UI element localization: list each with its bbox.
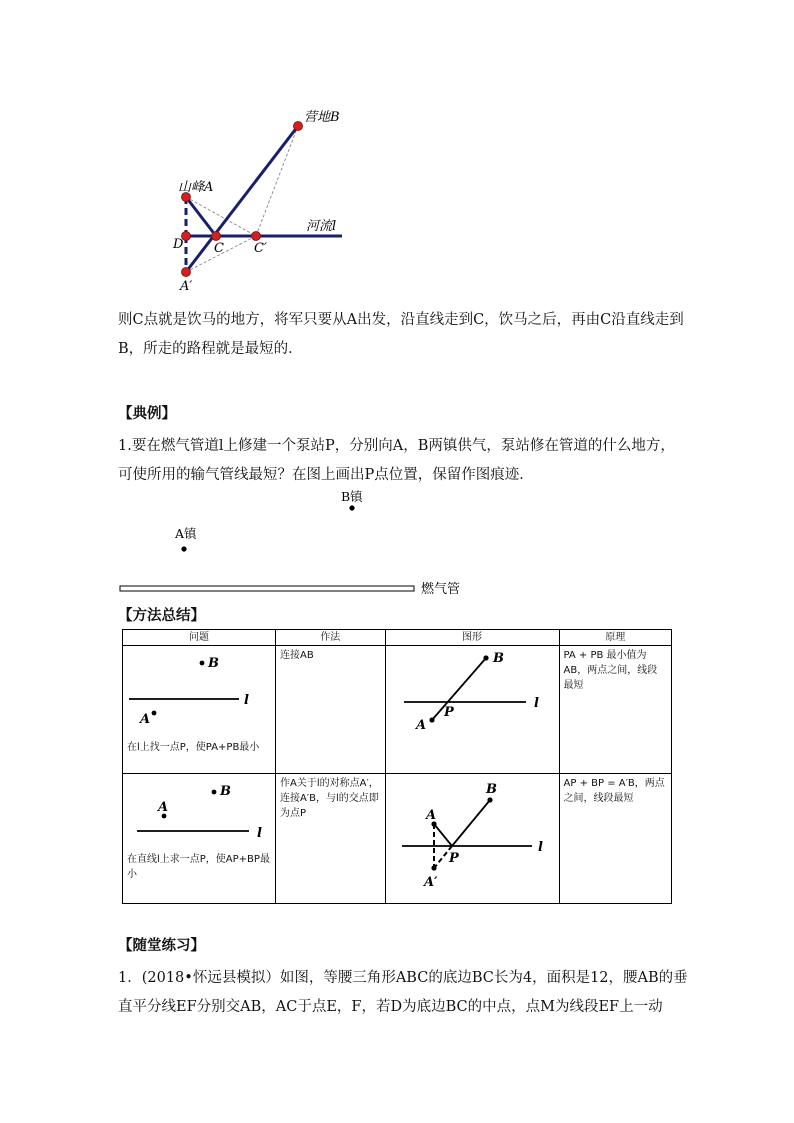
method-table xyxy=(122,629,672,904)
label-a-prime: A′ xyxy=(423,875,438,890)
label-a-town: A镇 xyxy=(175,526,197,541)
table-row xyxy=(123,774,672,904)
point-b xyxy=(212,790,217,795)
row2-principle-text: AP + BP = A′B，两点之间，线段最短 xyxy=(563,778,665,804)
segment-a-to-p xyxy=(434,824,452,846)
segment-p-to-b xyxy=(452,800,490,846)
label-b: B xyxy=(485,782,497,797)
label-b: B xyxy=(208,656,219,671)
example-heading: 【典例】 xyxy=(118,405,176,422)
practice-heading: 【随堂练习】 xyxy=(118,937,205,954)
label-mountain-a: 山峰A xyxy=(178,180,214,195)
column-header-principle: 原理 xyxy=(559,630,671,646)
row1-problem-text: 在l上找一点P，使PA+PB最小 xyxy=(127,742,260,753)
row1-figure-cell xyxy=(385,646,559,774)
point-a-prime xyxy=(182,268,191,277)
row2-problem-figure xyxy=(123,774,277,850)
gas-pipe xyxy=(120,586,414,591)
row1-method-text: 连接AB xyxy=(280,650,314,661)
row2-method-cell xyxy=(276,774,385,904)
column-header-problem: 问题 xyxy=(123,630,276,646)
example-problem: 1.要在燃气管道l上修建一个泵站P，分别向A，B两镇供气，泵站修在管道的什么地方，可使所用的输气管线最短？在图上画出P点位置，保留作图痕迹． xyxy=(118,438,675,483)
label-b: B xyxy=(492,651,504,666)
label-d: D xyxy=(173,237,184,252)
label-p: P xyxy=(443,705,454,720)
label-gas-pipe: 燃气管 xyxy=(421,582,461,597)
label-b-town: B镇 xyxy=(341,489,363,504)
line-a-to-c xyxy=(186,197,216,236)
label-p: P xyxy=(448,851,459,866)
intro-paragraph: 则C点就是饮马的地方，将军只要从A出发，沿直线走到C，饮马之后，再由C沿直线走到B，所走的路程就是最短的． xyxy=(118,312,684,357)
label-c-prime: C′ xyxy=(254,241,267,256)
point-b-town xyxy=(349,505,354,510)
label-river-l: 河流l xyxy=(306,219,337,234)
row2-problem-cell xyxy=(123,774,276,904)
table-row xyxy=(123,646,672,774)
row2-figure-cell xyxy=(385,774,559,904)
dashed-a-to-c-prime xyxy=(186,197,256,236)
row1-solution-figure xyxy=(386,646,559,770)
point-b xyxy=(200,661,205,666)
label-l: l xyxy=(537,840,543,855)
general-horse-figure xyxy=(160,100,360,300)
point-b xyxy=(483,655,488,660)
point-b xyxy=(294,122,303,131)
column-header-figure: 图形 xyxy=(385,630,559,646)
label-camp-b: 营地B xyxy=(304,110,340,125)
row1-problem-figure xyxy=(123,646,277,738)
segment-ab xyxy=(432,658,486,720)
label-b: B xyxy=(220,784,231,799)
line-a-prime-to-b xyxy=(186,126,298,272)
label-a-prime: A′ xyxy=(180,279,193,294)
label-l: l xyxy=(244,693,249,708)
method-heading: 【方法总结】 xyxy=(118,607,205,624)
label-c: C xyxy=(214,241,224,256)
table-header-row xyxy=(123,630,672,646)
point-c-prime xyxy=(252,232,261,241)
dashed-c-prime-to-b xyxy=(256,126,298,236)
example-figure xyxy=(110,486,480,598)
point-a-prime xyxy=(431,865,436,870)
point-b xyxy=(487,797,492,802)
label-a: A xyxy=(415,718,426,733)
label-a: A xyxy=(140,712,151,727)
point-c xyxy=(212,232,221,241)
row2-method-text: 作A关于l的对称点A′，连接A′B，与l的交点即为点P xyxy=(280,778,379,819)
point-a-town xyxy=(181,546,186,551)
label-a: A xyxy=(425,808,436,823)
column-header-method: 作法 xyxy=(276,630,385,646)
row2-principle-cell xyxy=(559,774,671,904)
label-l: l xyxy=(257,826,262,841)
row1-principle-text: PA + PB 最小值为AB，两点之间，线段最短 xyxy=(563,650,658,691)
point-a xyxy=(152,711,157,716)
point-a xyxy=(429,717,434,722)
row1-problem-cell xyxy=(123,646,276,774)
row2-problem-text: 在直线l上求一点P，使AP+BP最小 xyxy=(127,854,270,880)
row1-principle-cell xyxy=(559,646,671,774)
row1-method-cell xyxy=(276,646,385,774)
row2-solution-figure xyxy=(386,774,559,900)
label-l: l xyxy=(533,696,539,711)
label-a: A xyxy=(158,800,169,815)
practice-problem: 1．(2018•怀远县模拟）如图，等腰三角形ABC的底边BC长为4，面积是12，腰AB的垂直平分线EF分别交AB，AC于点E，F，若D为底边BC的中点，点M为线段EF上一动 xyxy=(118,970,688,1015)
